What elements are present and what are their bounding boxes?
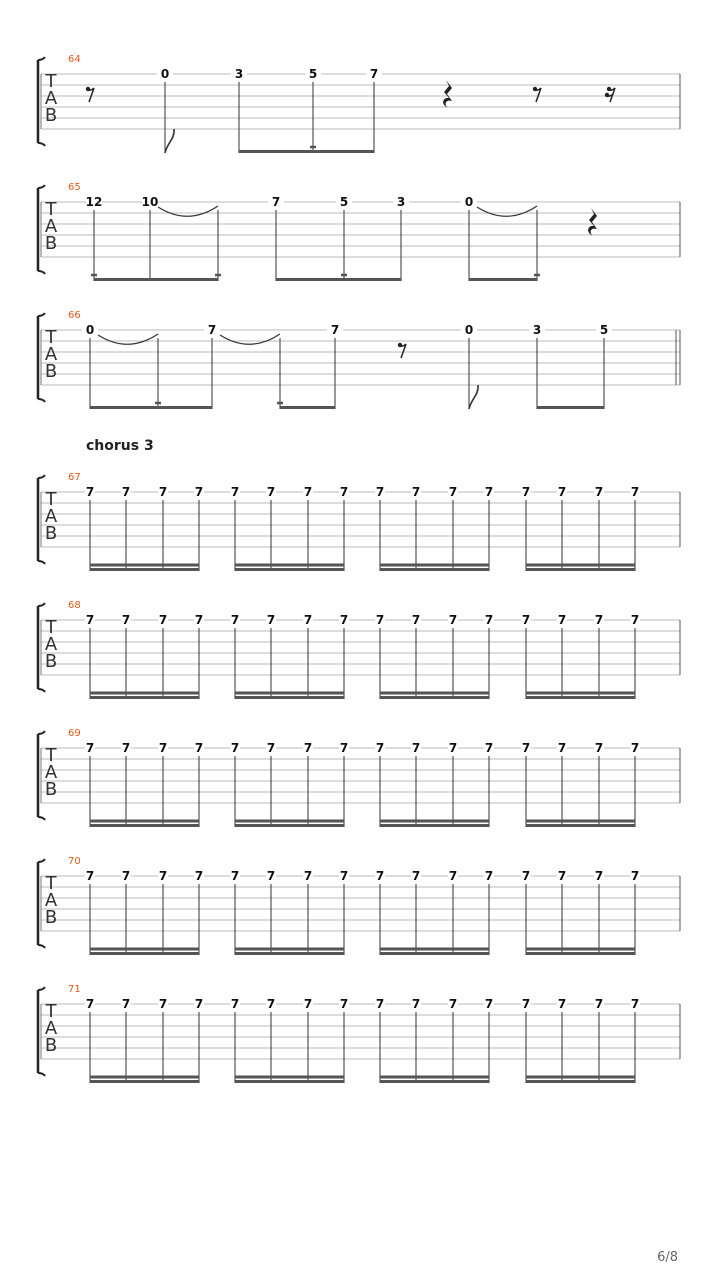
fret-number: 7 [85, 869, 95, 883]
fret-number: 7 [230, 613, 240, 627]
page-number: 6/8 [657, 1250, 678, 1265]
fret-number: 7 [375, 741, 385, 755]
fret-number: 7 [557, 613, 567, 627]
fret-number: 7 [448, 869, 458, 883]
tab-clef-letter: B [44, 907, 58, 928]
fret-number: 7 [411, 997, 421, 1011]
fret-number: 0 [464, 195, 474, 209]
fret-number: 7 [194, 741, 204, 755]
fret-number: 7 [411, 485, 421, 499]
measure-number: 71 [68, 984, 81, 995]
tie-arc [477, 206, 537, 216]
tab-clef-letter: T [45, 199, 57, 220]
tab-clef-letter: A [44, 890, 58, 911]
tab-system-70 [38, 856, 680, 955]
fret-number: 7 [484, 613, 494, 627]
tab-clef-letter: T [45, 489, 57, 510]
fret-number: 7 [339, 613, 349, 627]
fret-number: 7 [557, 741, 567, 755]
bracket-bottom-hook [38, 399, 45, 402]
tab-clef-letter: B [44, 361, 58, 382]
fret-number: 12 [85, 195, 103, 209]
fret-number: 7 [448, 485, 458, 499]
fret-number: 7 [158, 485, 168, 499]
fret-number: 7 [303, 485, 313, 499]
fret-number: 7 [271, 195, 281, 209]
fret-number: 0 [85, 323, 95, 337]
fret-number: 7 [594, 997, 604, 1011]
fret-number: 7 [411, 869, 421, 883]
bracket-bottom-hook [38, 945, 45, 948]
rest-quarter-5 [443, 80, 452, 108]
fret-number: 7 [630, 485, 640, 499]
fret-number: 7 [121, 869, 131, 883]
fret-number: 7 [448, 613, 458, 627]
measure-number: 67 [68, 472, 81, 483]
bracket-top-hook [38, 987, 45, 990]
rest-quarter-glyph [588, 208, 597, 236]
tab-clef-letter: T [45, 617, 57, 638]
fret-number: 10 [141, 195, 159, 209]
fret-number: 7 [375, 997, 385, 1011]
fret-number: 0 [160, 67, 170, 81]
rest-eighth-0 [86, 87, 94, 102]
measure-number: 68 [68, 600, 81, 611]
fret-number: 0 [464, 323, 474, 337]
fret-number: 7 [411, 613, 421, 627]
tab-clef-letter: A [44, 506, 58, 527]
rest-quarter-glyph [443, 80, 452, 108]
fret-number: 7 [303, 869, 313, 883]
bracket-bottom-hook [38, 1073, 45, 1076]
fret-number: 7 [448, 741, 458, 755]
fret-number: 7 [339, 869, 349, 883]
tab-clef-letter: B [44, 105, 58, 126]
fret-number: 7 [630, 869, 640, 883]
fret-number: 7 [266, 613, 276, 627]
fret-number: 7 [194, 869, 204, 883]
fret-number: 7 [339, 741, 349, 755]
fret-number: 7 [85, 741, 95, 755]
fret-number: 5 [308, 67, 318, 81]
fret-number: 7 [411, 741, 421, 755]
fret-number: 7 [594, 741, 604, 755]
fret-number: 7 [85, 997, 95, 1011]
fret-number: 7 [594, 869, 604, 883]
rest-eighth-6 [533, 87, 541, 102]
fret-number: 7 [557, 485, 567, 499]
tab-clef-letter: B [44, 651, 58, 672]
fret-number: 7 [557, 997, 567, 1011]
tab-clef-letter: B [44, 779, 58, 800]
fret-number: 3 [532, 323, 542, 337]
fret-number: 7 [448, 997, 458, 1011]
fret-number: 7 [375, 613, 385, 627]
fret-number: 7 [521, 869, 531, 883]
fret-number: 7 [303, 613, 313, 627]
fret-number: 7 [266, 485, 276, 499]
tab-clef-letter: T [45, 873, 57, 894]
tab-clef-letter: A [44, 344, 58, 365]
fret-number: 7 [484, 485, 494, 499]
tab-clef-letter: B [44, 1035, 58, 1056]
bracket-top-hook [38, 731, 45, 734]
fret-number: 7 [266, 741, 276, 755]
bracket-top-hook [38, 185, 45, 188]
fret-number: 7 [85, 485, 95, 499]
fret-number: 7 [521, 741, 531, 755]
fret-number: 7 [121, 613, 131, 627]
fret-number: 7 [369, 67, 379, 81]
tab-clef-letter: B [44, 523, 58, 544]
fret-number: 7 [158, 613, 168, 627]
bracket-top-hook [38, 57, 45, 60]
tab-clef-letter: A [44, 88, 58, 109]
fret-number: 7 [630, 741, 640, 755]
fret-number: 7 [158, 997, 168, 1011]
fret-number: 7 [194, 997, 204, 1011]
fret-number: 7 [303, 741, 313, 755]
fret-number: 7 [484, 741, 494, 755]
fret-number: 7 [158, 869, 168, 883]
fret-number: 7 [266, 997, 276, 1011]
rest-quarter-8 [588, 208, 597, 236]
bracket-top-hook [38, 859, 45, 862]
note-flag [165, 129, 174, 153]
rest-sixteenth-7 [605, 87, 615, 102]
section-label-chorus-3: chorus 3 [86, 438, 154, 454]
fret-number: 7 [230, 997, 240, 1011]
bracket-bottom-hook [38, 271, 45, 274]
fret-number: 7 [121, 741, 131, 755]
fret-number: 7 [521, 613, 531, 627]
fret-number: 7 [594, 485, 604, 499]
fret-number: 7 [194, 485, 204, 499]
tab-system-69 [38, 728, 680, 827]
fret-number: 7 [484, 997, 494, 1011]
bracket-bottom-hook [38, 143, 45, 146]
tab-system-64 [38, 54, 680, 153]
tab-system-68 [38, 600, 680, 699]
tab-clef-letter: A [44, 634, 58, 655]
fret-number: 7 [266, 869, 276, 883]
note-flag [469, 385, 478, 409]
fret-number: 7 [230, 869, 240, 883]
fret-number: 7 [630, 613, 640, 627]
fret-number: 7 [630, 997, 640, 1011]
fret-number: 7 [339, 485, 349, 499]
tab-system-67 [38, 472, 680, 571]
bracket-bottom-hook [38, 689, 45, 692]
measure-number: 64 [68, 54, 81, 65]
fret-number: 7 [230, 485, 240, 499]
fret-number: 7 [303, 997, 313, 1011]
fret-number: 7 [375, 485, 385, 499]
tie-arc [158, 206, 218, 216]
fret-number: 7 [521, 997, 531, 1011]
bracket-top-hook [38, 603, 45, 606]
fret-number: 7 [484, 869, 494, 883]
fret-number: 3 [234, 67, 244, 81]
fret-number: 5 [599, 323, 609, 337]
fret-number: 7 [121, 485, 131, 499]
fret-number: 7 [121, 997, 131, 1011]
fret-number: 5 [339, 195, 349, 209]
tab-clef-letter: T [45, 327, 57, 348]
tab-clef-letter: T [45, 745, 57, 766]
fret-number: 7 [85, 613, 95, 627]
tie-arc [98, 334, 158, 344]
tab-clef-letter: B [44, 233, 58, 254]
tab-clef-letter: T [45, 71, 57, 92]
fret-number: 7 [194, 613, 204, 627]
tab-system-66 [38, 310, 680, 409]
tab-clef-letter: A [44, 216, 58, 237]
fret-number: 7 [330, 323, 340, 337]
fret-number: 7 [375, 869, 385, 883]
fret-number: 7 [207, 323, 217, 337]
tab-system-65 [38, 182, 680, 281]
tab-system-71 [38, 984, 680, 1083]
fret-number: 7 [230, 741, 240, 755]
measure-number: 69 [68, 728, 81, 739]
tab-clef-letter: A [44, 762, 58, 783]
bracket-top-hook [38, 475, 45, 478]
fret-number: 7 [158, 741, 168, 755]
measure-number: 70 [68, 856, 81, 867]
bracket-bottom-hook [38, 817, 45, 820]
bracket-bottom-hook [38, 561, 45, 564]
fret-number: 7 [521, 485, 531, 499]
fret-number: 3 [396, 195, 406, 209]
rest-eighth-5 [398, 343, 406, 358]
measure-number: 65 [68, 182, 81, 193]
tab-clef-letter: A [44, 1018, 58, 1039]
tie-arc [220, 334, 280, 344]
fret-number: 7 [339, 997, 349, 1011]
tab-clef-letter: T [45, 1001, 57, 1022]
bracket-top-hook [38, 313, 45, 316]
measure-number: 66 [68, 310, 81, 321]
fret-number: 7 [557, 869, 567, 883]
fret-number: 7 [594, 613, 604, 627]
